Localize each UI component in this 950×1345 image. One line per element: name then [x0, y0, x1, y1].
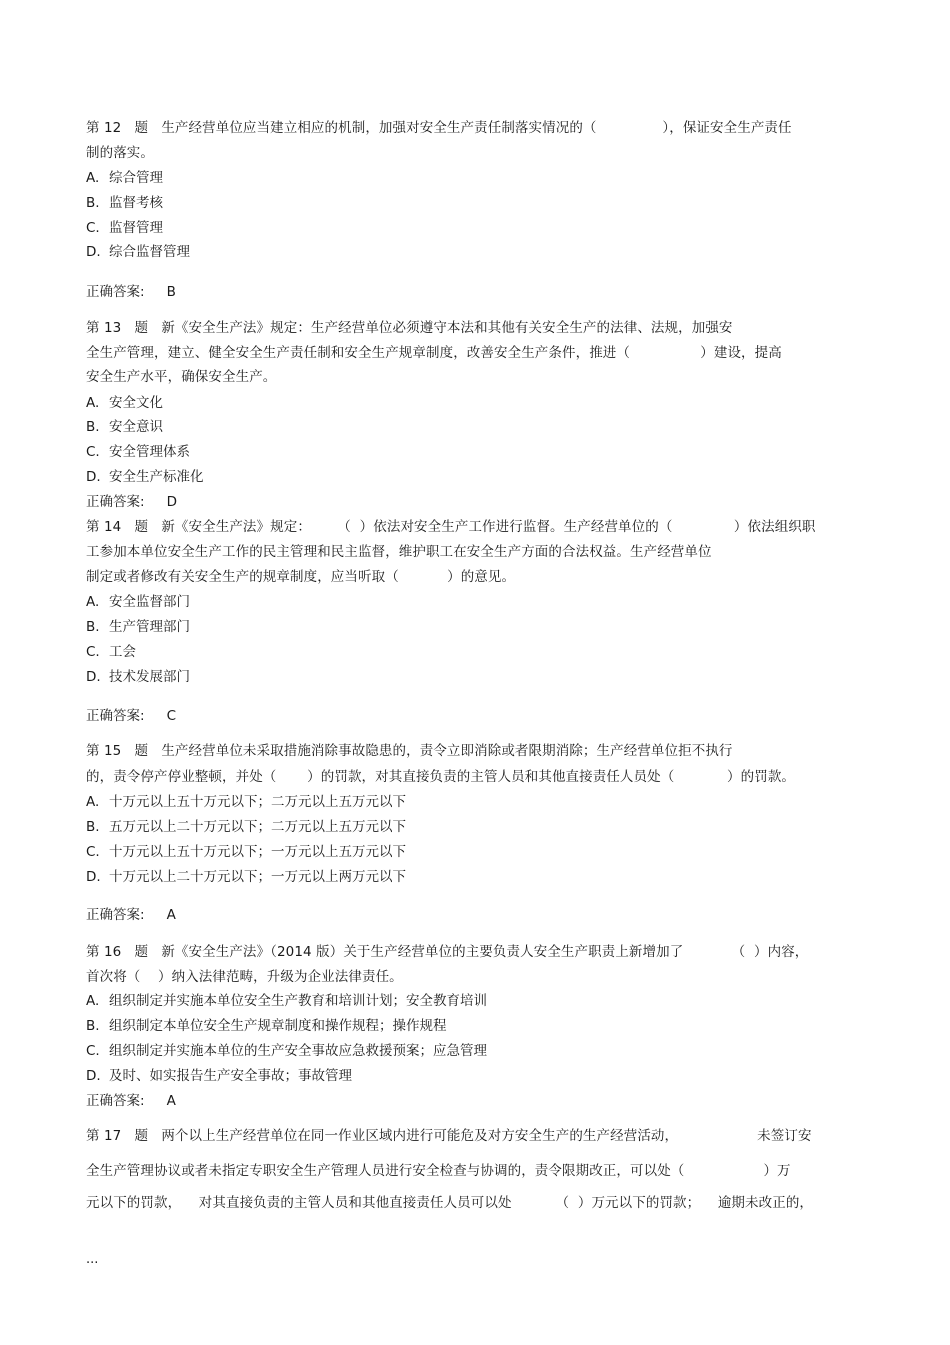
- option-letter: D.: [86, 1068, 101, 1084]
- option-letter: C.: [86, 444, 100, 460]
- option-letter: A.: [86, 794, 100, 810]
- question-12-option-d: [86, 243, 190, 261]
- option-letter: C.: [86, 220, 100, 236]
- option-text: 安全文化: [109, 395, 163, 411]
- option-text: 工会: [109, 644, 136, 660]
- option-text: 及时、如实报告生产安全事故；事故管理: [109, 1068, 352, 1084]
- question-14-option-a: [86, 593, 190, 611]
- option-letter: A.: [86, 395, 100, 411]
- question-13-option-a: [86, 394, 163, 412]
- question-13-option-d: [86, 468, 204, 486]
- question-16-line-2: 首次将（ ）纳入法律范畴，升级为企业法律责任。: [86, 969, 403, 985]
- answer-label: 正确答案:: [86, 284, 145, 300]
- option-text: 组织制定并实施本单位安全生产教育和培训计划；安全教育培训: [109, 993, 487, 1009]
- question-14-answer: [86, 707, 176, 725]
- option-text: 十万元以上五十万元以下；二万元以上五万元以下: [109, 794, 406, 810]
- option-text: 安全生产标准化: [109, 469, 204, 485]
- option-text: 组织制定本单位安全生产规章制度和操作规程；操作规程: [109, 1018, 447, 1034]
- option-text: 安全意识: [109, 419, 163, 435]
- question-15-option-b: [86, 818, 406, 836]
- answer-value: B: [166, 284, 176, 300]
- answer-value: A: [166, 907, 176, 923]
- option-text: 安全管理体系: [109, 444, 190, 460]
- question-13-line-3: 安全生产水平，确保安全生产。: [86, 369, 277, 385]
- answer-label: 正确答案:: [86, 708, 145, 724]
- option-letter: A.: [86, 993, 100, 1009]
- question-12-option-a: [86, 169, 163, 187]
- question-15-option-a: [86, 793, 406, 811]
- question-14-option-b: [86, 618, 190, 636]
- question-14-line-1: 第 14 题 新《安全生产法》规定： （ ）依法对安全生产工作进行监督。生产经营单位的（ ）依法组织职: [86, 519, 816, 535]
- question-17-line-2: 全生产管理协议或者未指定专职安全生产管理人员进行安全检查与协调的，责令限期改正，可以处（ ）万: [86, 1163, 791, 1179]
- question-13-option-b: [86, 418, 163, 436]
- option-text: 五万元以上二十万元以下；二万元以上五万元以下: [109, 819, 406, 835]
- question-14-line-3: 制定或者修改有关安全生产的规章制度，应当听取（ ）的意见。: [86, 569, 516, 585]
- question-16-option-b: [86, 1017, 447, 1035]
- option-letter: D.: [86, 469, 101, 485]
- question-17-line-3: 元以下的罚款， 对其直接负责的主管人员和其他直接责任人员可以处 （ ）万元以下的罚款； 逾期未改正的，: [86, 1195, 814, 1211]
- question-15-answer: [86, 906, 176, 924]
- question-17-line-1: 第 17 题 两个以上生产经营单位在同一作业区域内进行可能危及对方安全生产的生产经营活动， 未签订安: [86, 1128, 812, 1144]
- question-16-option-d: [86, 1067, 352, 1085]
- option-letter: C.: [86, 844, 100, 860]
- option-letter: A.: [86, 170, 100, 186]
- option-letter: D.: [86, 669, 101, 685]
- option-letter: B.: [86, 195, 100, 211]
- option-letter: D.: [86, 244, 101, 260]
- question-12-line-2: 制的落实。: [86, 145, 154, 161]
- option-letter: B.: [86, 619, 100, 635]
- option-text: 监督管理: [109, 220, 163, 236]
- option-letter: C.: [86, 644, 100, 660]
- question-15-option-d: [86, 868, 406, 886]
- option-text: 十万元以上二十万元以下；一万元以上两万元以下: [109, 869, 406, 885]
- option-text: 十万元以上五十万元以下；一万元以上五万元以下: [109, 844, 406, 860]
- question-13-answer: [86, 493, 177, 511]
- question-13-line-1: 第 13 题 新《安全生产法》规定：生产经营单位必须遵守本法和其他有关安全生产的法律、法规，加强安: [86, 320, 733, 336]
- question-13-line-2: 全生产管理，建立、健全安全生产责任制和安全生产规章制度，改善安全生产条件，推进（ ）建设，提高: [86, 345, 782, 361]
- question-16-line-1: 第 16 题 新《安全生产法》（2014 版）关于生产经营单位的主要负责人安全生产职责上新增加了 （ ）内容，: [86, 944, 809, 960]
- option-letter: A.: [86, 594, 100, 610]
- option-text: 综合管理: [109, 170, 163, 186]
- option-text: 生产管理部门: [109, 619, 190, 635]
- question-16-answer: [86, 1092, 176, 1110]
- question-14-option-c: [86, 643, 136, 661]
- question-16-option-c: [86, 1042, 487, 1060]
- option-text: 安全监督部门: [109, 594, 190, 610]
- question-13-option-c: [86, 443, 190, 461]
- option-letter: B.: [86, 1018, 100, 1034]
- answer-value: A: [166, 1093, 176, 1109]
- question-14-line-2: 工参加本单位安全生产工作的民主管理和民主监督，维护职工在安全生产方面的合法权益。生产经营单位: [86, 544, 712, 560]
- answer-label: 正确答案:: [86, 494, 145, 510]
- answer-label: 正确答案:: [86, 1093, 145, 1109]
- option-text: 组织制定并实施本单位的生产安全事故应急救援预案；应急管理: [109, 1043, 487, 1059]
- question-14-option-d: [86, 668, 190, 686]
- question-12-option-b: [86, 194, 163, 212]
- continuation-ellipsis: ...: [86, 1252, 99, 1267]
- option-letter: C.: [86, 1043, 100, 1059]
- option-letter: B.: [86, 819, 100, 835]
- option-text: 技术发展部门: [109, 669, 190, 685]
- answer-label: 正确答案:: [86, 907, 145, 923]
- question-15-line-1: 第 15 题 生产经营单位未采取措施消除事故隐患的，责令立即消除或者限期消除；生产经营单位拒不执行: [86, 743, 733, 759]
- question-15-line-2: 的，责令停产停业整顿，并处（ ）的罚款，对其直接负责的主管人员和其他直接责任人员处（ ）的罚款。: [86, 769, 796, 785]
- question-16-option-a: [86, 992, 487, 1010]
- question-15-option-c: [86, 843, 406, 861]
- question-12-option-c: [86, 219, 163, 237]
- question-12-line-1: 第 12 题 生产经营单位应当建立相应的机制，加强对安全生产责任制落实情况的（ ），保证安全生产责任: [86, 120, 792, 136]
- option-letter: D.: [86, 869, 101, 885]
- answer-value: D: [166, 494, 177, 510]
- answer-value: C: [166, 708, 176, 724]
- option-letter: B.: [86, 419, 100, 435]
- option-text: 监督考核: [109, 195, 163, 211]
- option-text: 综合监督管理: [109, 244, 190, 260]
- question-12-answer: [86, 283, 176, 301]
